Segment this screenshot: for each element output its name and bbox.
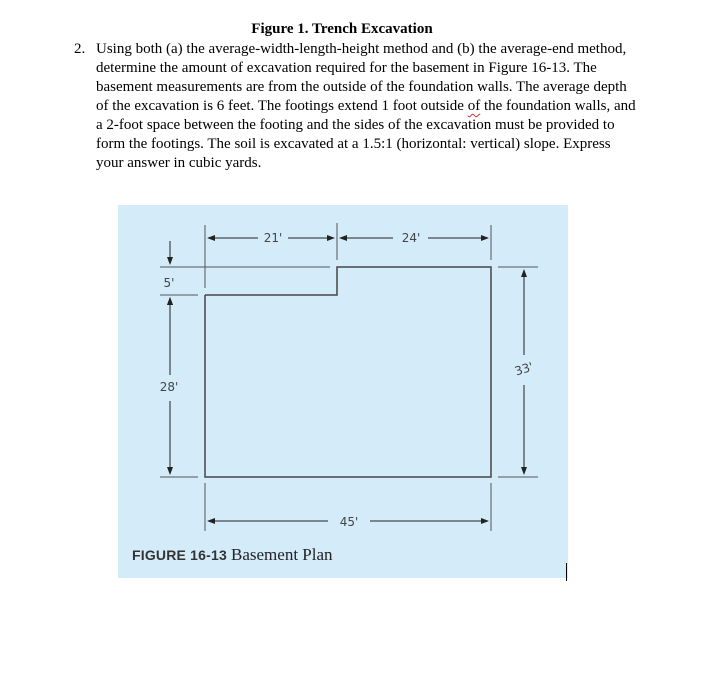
spellcheck-flagged-word[interactable]: of: [467, 98, 481, 114]
question-text: [96, 40, 644, 173]
question-number: 2.: [74, 41, 86, 57]
dimension-label-28ft: 28': [159, 380, 179, 394]
figure-caption-text: Basement Plan: [231, 545, 333, 564]
dimension-label-45ft: 45': [339, 515, 359, 529]
question-line-part: the foundation walls, and: [480, 98, 636, 114]
question-line: determine the amount of excavation required for the basement in Figure 16-13. The: [96, 60, 597, 76]
extension-lines: [160, 223, 538, 531]
dimension-label-24ft: 24': [401, 231, 421, 245]
dimension-label-21ft: 21': [263, 231, 283, 245]
question-line: [96, 97, 644, 116]
question-line: a 2-foot space between the footing and the sides of the excavation must be provided to: [96, 117, 615, 133]
figure-caption: [132, 545, 333, 565]
question-line: Using both (a) the average-width-length-height method and (b) the average-end method,: [96, 41, 627, 57]
question-line: form the footings. The soil is excavated at a 1.5:1 (horizontal: vertical) slope. Express: [96, 136, 611, 152]
text-cursor: [566, 563, 567, 581]
figure-caption-number: FIGURE 16-13: [132, 547, 227, 563]
basement-outline: [205, 267, 491, 477]
basement-plan-figure: [118, 205, 568, 578]
dimension-label-33ft: 33': [513, 359, 535, 379]
question-line-part: of the excavation is 6 feet. The footings extend 1 foot outside: [96, 98, 468, 114]
figure-title: Figure 1. Trench Excavation: [251, 21, 433, 37]
question-block: [74, 40, 644, 173]
basement-plan-drawing: [118, 205, 568, 578]
question-line: basement measurements are from the outside of the foundation walls. The average depth: [96, 79, 627, 95]
question-line: your answer in cubic yards.: [96, 155, 262, 171]
dimension-label-5ft: 5': [163, 276, 175, 290]
